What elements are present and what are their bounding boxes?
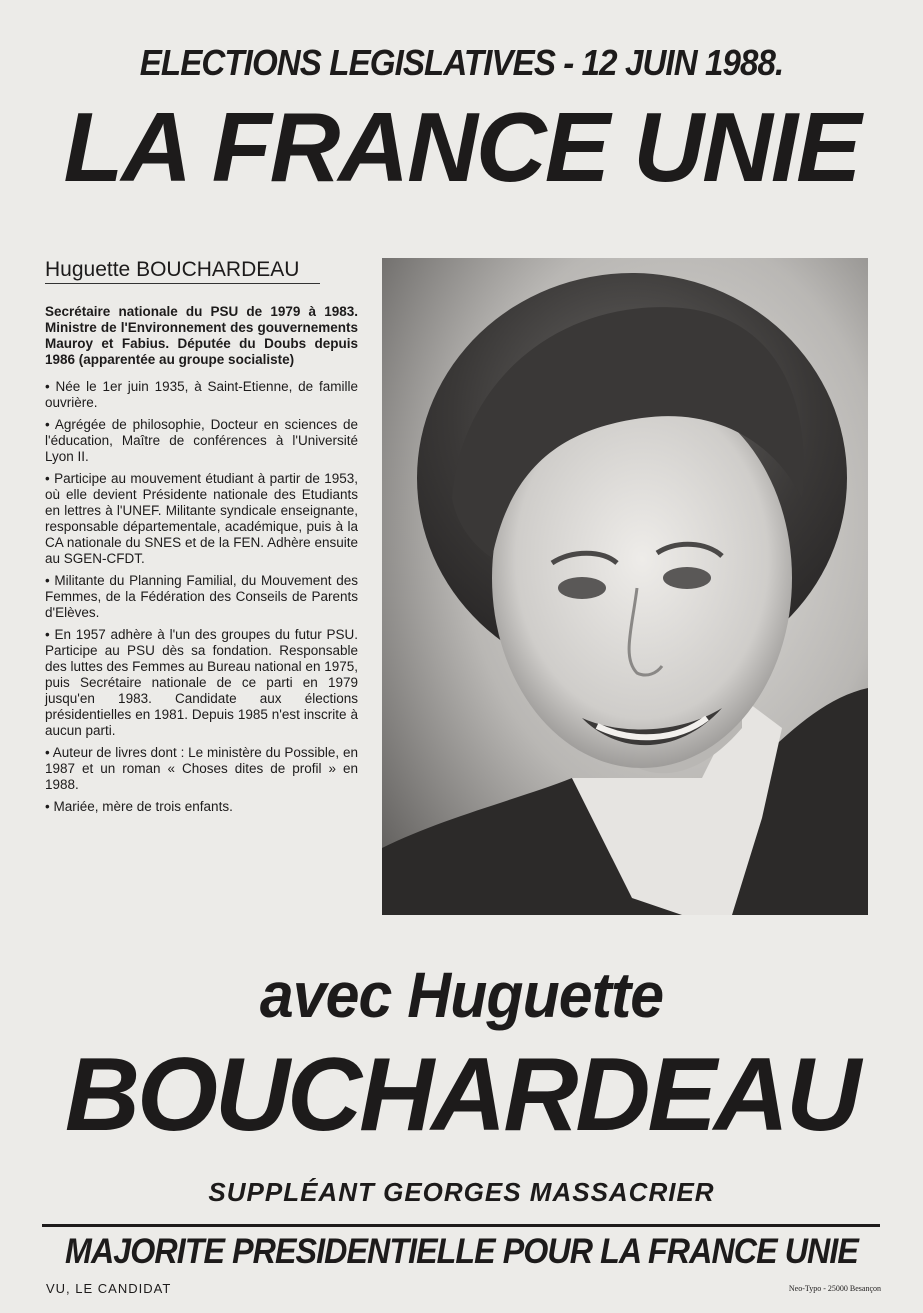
candidate-name: Huguette BOUCHARDEAU xyxy=(45,258,320,284)
candidate-portrait-photo xyxy=(382,258,868,915)
printer-credit: Neo-Typo - 25000 Besançon xyxy=(788,1284,881,1293)
biography-item: • En 1957 adhère à l'un des groupes du futur PSU. Participe au PSU dès sa fondation. Responsable des luttes des Femmes au Bureau national en 1975, puis Secrétaire nationale de ce parti en 1979 jusqu'en 1983. Candidate aux élections présidentielles en 1981. Depuis 1985 n'est inscrite à aucun parti. xyxy=(45,627,358,739)
election-date-heading: ELECTIONS LEGISLATIVES - 12 JUIN 1988. xyxy=(139,42,784,83)
portrait-illustration xyxy=(382,258,868,915)
biography-item: • Auteur de livres dont : Le ministère du Possible, en 1987 et un roman « Choses dites de profil » en 1988. xyxy=(45,745,358,793)
majority-slogan: MAJORITE PRESIDENTIELLE POUR LA FRANCE UNIE xyxy=(65,1232,858,1271)
substitute-line: SUPPLÉANT GEORGES MASSACRIER xyxy=(208,1177,715,1207)
horizontal-divider xyxy=(42,1224,880,1227)
biography-intro: Secrétaire nationale du PSU de 1979 à 1983. Ministre de l'Environnement des gouvernements Mauroy et Fabius. Députée du Doubs depuis 1986 (apparentée au groupe socialiste) xyxy=(45,304,358,367)
biography-item: • Participe au mouvement étudiant à partir de 1953, où elle devient Présidente nationale des Etudiants en lettres à l'UNEF. Militante syndicale enseignante, responsable départementale, académique, puis à la CA nationale du SNES et de la FEN. Adhère ensuite au SGEN-CFDT. xyxy=(45,471,358,567)
vu-le-candidat: VU, LE CANDIDAT xyxy=(46,1281,172,1296)
biography-item: • Née le 1er juin 1935, à Saint-Etienne, de famille ouvrière. xyxy=(45,379,358,411)
slogan-title: LA FRANCE UNIE xyxy=(63,92,860,202)
biography-item: • Mariée, mère de trois enfants. xyxy=(45,799,358,815)
biography-item: • Militante du Planning Familial, du Mouvement des Femmes, de la Fédération des Conseils de Parents d'Elèves. xyxy=(45,573,358,621)
candidate-surname-headline: BOUCHARDEAU xyxy=(64,1037,859,1153)
biography-item: • Agrégée de philosophie, Docteur en sciences de l'éducation, Maître de conférences à l'Université Lyon II. xyxy=(45,417,358,465)
biography-list xyxy=(45,379,358,815)
candidate-biography xyxy=(45,304,358,821)
avec-heading: avec Huguette xyxy=(259,959,664,1031)
